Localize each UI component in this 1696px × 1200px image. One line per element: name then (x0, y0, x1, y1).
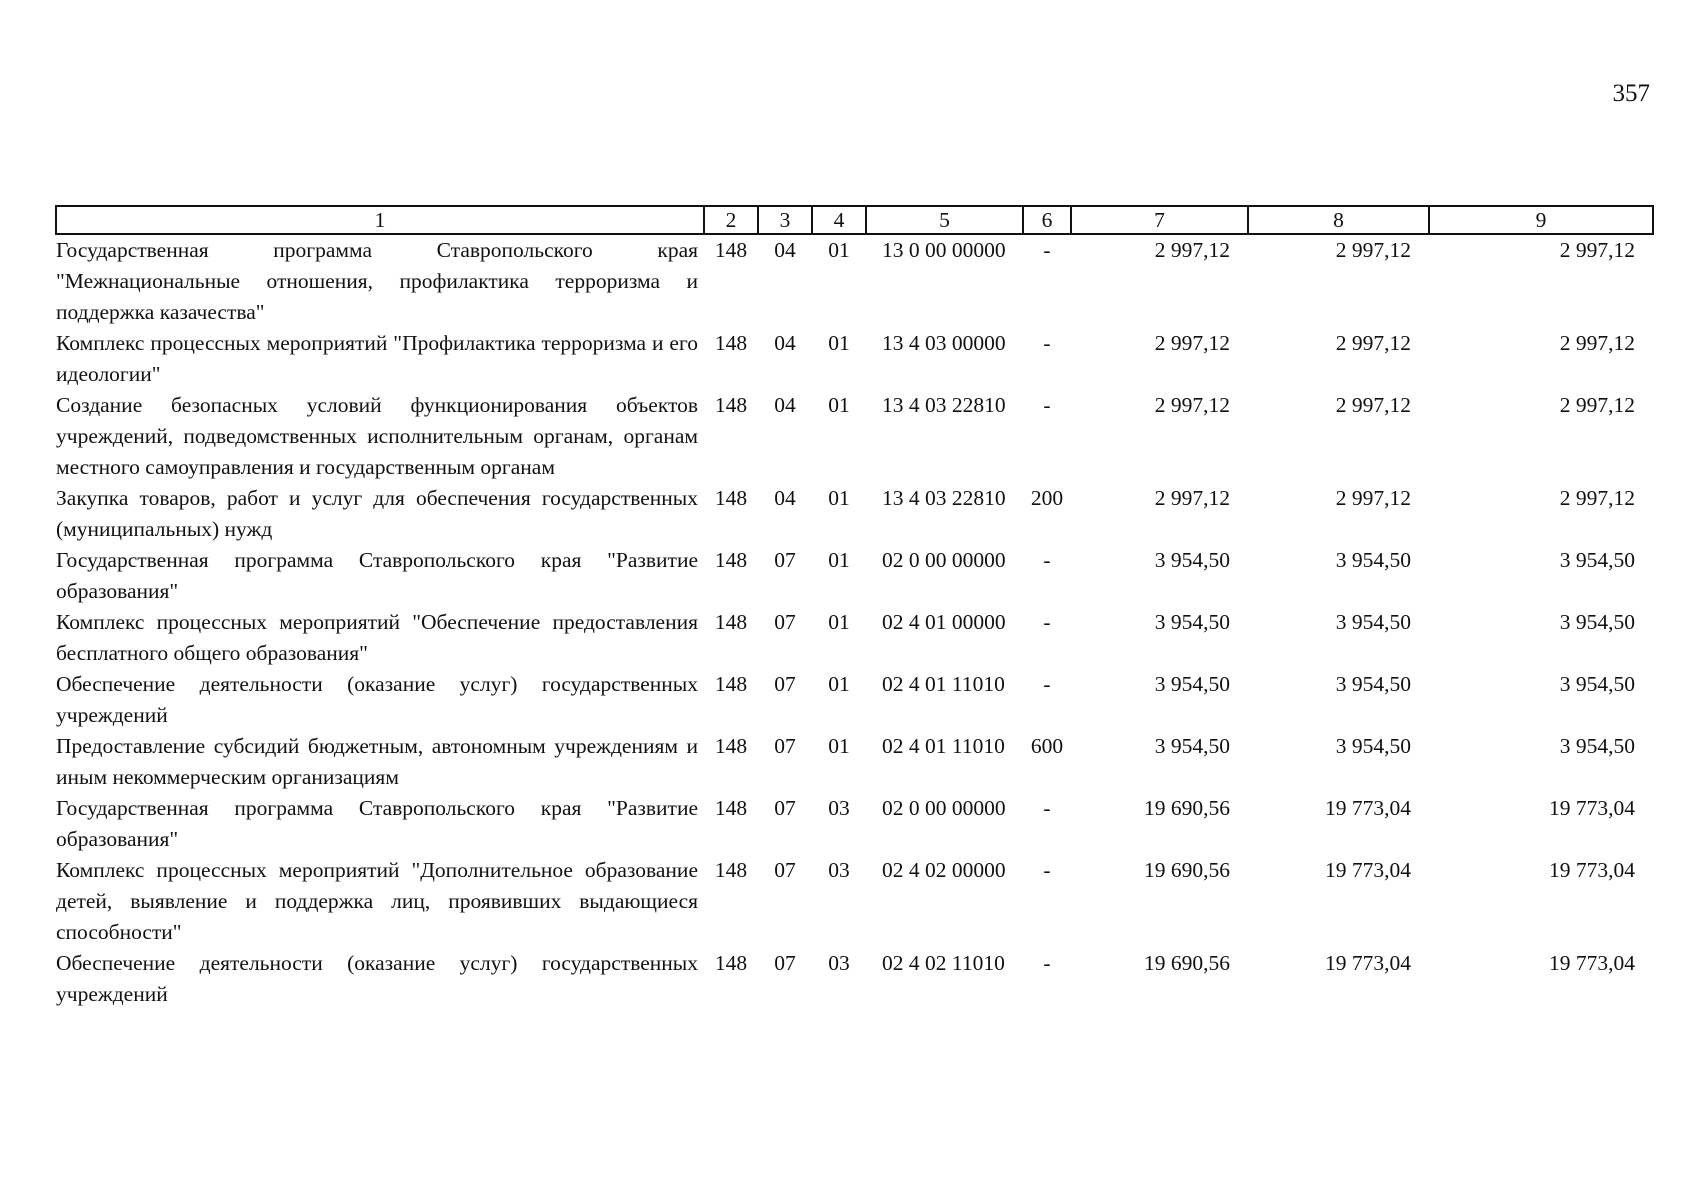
row-name: Государственная программа Ставропольского края "Развитие образования" (56, 796, 698, 851)
table-row (56, 234, 1653, 328)
amount-col-8: 2 997,12 (1335, 393, 1411, 417)
row-name: Обеспечение деятельности (оказание услуг) государственных учреждений (56, 951, 698, 1006)
section-code: 07 (774, 796, 796, 820)
column-header-8: 8 (1248, 206, 1429, 234)
amount-col-7: 19 690,56 (1144, 858, 1230, 882)
amount-col-8: 2 997,12 (1335, 486, 1411, 510)
amount-col-9: 3 954,50 (1559, 672, 1635, 696)
target-article-code: 02 4 01 11010 (882, 734, 1005, 758)
table-row (56, 948, 1653, 1010)
column-header-4: 4 (812, 206, 866, 234)
row-name: Государственная программа Ставропольского края "Межнациональные отношения, профилактика терроризма и поддержка казачества" (56, 238, 698, 324)
expense-type-code: - (1043, 796, 1051, 820)
amount-col-7: 2 997,12 (1154, 331, 1230, 355)
expense-type-code: - (1043, 548, 1051, 572)
amount-col-8: 3 954,50 (1335, 672, 1411, 696)
section-code: 07 (774, 548, 796, 572)
row-name: Создание безопасных условий функционирования объектов учреждений, подведомственных исполнительным органам, органам местного самоуправления и государственным органам (56, 393, 698, 479)
amount-col-8: 19 773,04 (1325, 951, 1411, 975)
target-article-code: 02 4 02 00000 (882, 858, 1006, 882)
subsection-code: 01 (828, 734, 850, 758)
target-article-code: 13 4 03 00000 (882, 331, 1006, 355)
ministry-code: 148 (714, 486, 748, 510)
amount-col-8: 2 997,12 (1335, 238, 1411, 262)
table-row (56, 390, 1653, 483)
amount-col-7: 3 954,50 (1154, 610, 1230, 634)
target-article-code: 13 0 00 00000 (882, 238, 1006, 262)
ministry-code: 148 (714, 951, 748, 975)
target-article-code: 02 0 00 00000 (882, 548, 1006, 572)
column-header-1: 1 (56, 206, 704, 234)
section-code: 04 (774, 238, 796, 262)
amount-col-9: 2 997,12 (1559, 393, 1635, 417)
budget-table (55, 205, 1654, 1010)
ministry-code: 148 (714, 796, 748, 820)
amount-col-7: 2 997,12 (1154, 486, 1230, 510)
target-article-code: 02 4 02 11010 (882, 951, 1005, 975)
expense-type-code: - (1043, 238, 1051, 262)
row-name: Комплекс процессных мероприятий "Обеспечение предоставления бесплатного общего образования" (56, 610, 698, 665)
subsection-code: 01 (828, 331, 850, 355)
amount-col-7: 2 997,12 (1154, 238, 1230, 262)
amount-col-8: 19 773,04 (1325, 796, 1411, 820)
table-row (56, 855, 1653, 948)
column-header-5: 5 (866, 206, 1023, 234)
amount-col-8: 3 954,50 (1335, 548, 1411, 572)
amount-col-9: 2 997,12 (1559, 331, 1635, 355)
expense-type-code: - (1043, 393, 1051, 417)
table-row (56, 731, 1653, 793)
section-code: 07 (774, 672, 796, 696)
row-name: Обеспечение деятельности (оказание услуг) государственных учреждений (56, 672, 698, 727)
section-code: 07 (774, 734, 796, 758)
column-header-2: 2 (704, 206, 758, 234)
expense-type-code: - (1043, 331, 1051, 355)
expense-type-code: 200 (1030, 486, 1064, 510)
amount-col-7: 3 954,50 (1154, 548, 1230, 572)
section-code: 07 (774, 951, 796, 975)
target-article-code: 13 4 03 22810 (882, 393, 1006, 417)
table-row (56, 793, 1653, 855)
section-code: 07 (774, 858, 796, 882)
amount-col-7: 2 997,12 (1154, 393, 1230, 417)
ministry-code: 148 (714, 331, 748, 355)
amount-col-9: 3 954,50 (1559, 734, 1635, 758)
subsection-code: 01 (828, 393, 850, 417)
ministry-code: 148 (714, 238, 748, 262)
amount-col-7: 19 690,56 (1144, 796, 1230, 820)
row-name: Комплекс процессных мероприятий "Дополнительное образование детей, выявление и поддержка лиц, проявивших выдающиеся способности" (56, 858, 698, 944)
ministry-code: 148 (714, 610, 748, 634)
amount-col-9: 19 773,04 (1549, 796, 1635, 820)
row-name: Закупка товаров, работ и услуг для обеспечения государственных (муниципальных) нужд (56, 486, 698, 541)
amount-col-9: 19 773,04 (1549, 951, 1635, 975)
page-number: 357 (1612, 80, 1650, 107)
table-row (56, 545, 1653, 607)
section-code: 04 (774, 486, 796, 510)
section-code: 04 (774, 393, 796, 417)
amount-col-9: 3 954,50 (1559, 610, 1635, 634)
column-header-6: 6 (1023, 206, 1071, 234)
amount-col-8: 2 997,12 (1335, 331, 1411, 355)
row-name: Комплекс процессных мероприятий "Профилактика терроризма и его идеологии" (56, 331, 698, 386)
column-header-9: 9 (1429, 206, 1653, 234)
target-article-code: 13 4 03 22810 (882, 486, 1006, 510)
ministry-code: 148 (714, 548, 748, 572)
subsection-code: 01 (828, 672, 850, 696)
section-code: 07 (774, 610, 796, 634)
amount-col-9: 2 997,12 (1559, 238, 1635, 262)
ministry-code: 148 (714, 393, 748, 417)
expense-type-code: - (1043, 951, 1051, 975)
subsection-code: 01 (828, 238, 850, 262)
expense-type-code: - (1043, 858, 1051, 882)
subsection-code: 01 (828, 610, 850, 634)
subsection-code: 01 (828, 548, 850, 572)
expense-type-code: - (1043, 672, 1051, 696)
table-row (56, 607, 1653, 669)
amount-col-8: 19 773,04 (1325, 858, 1411, 882)
target-article-code: 02 4 01 11010 (882, 672, 1005, 696)
row-name: Предоставление субсидий бюджетным, автономным учреждениям и иным некоммерческим организациям (56, 734, 698, 789)
table-row (56, 483, 1653, 545)
expense-type-code: - (1043, 610, 1051, 634)
amount-col-7: 3 954,50 (1154, 672, 1230, 696)
subsection-code: 03 (828, 796, 850, 820)
table-row (56, 328, 1653, 390)
ministry-code: 148 (714, 672, 748, 696)
amount-col-8: 3 954,50 (1335, 734, 1411, 758)
target-article-code: 02 0 00 00000 (882, 796, 1006, 820)
amount-col-9: 2 997,12 (1559, 486, 1635, 510)
ministry-code: 148 (714, 734, 748, 758)
amount-col-9: 3 954,50 (1559, 548, 1635, 572)
column-header-3: 3 (758, 206, 812, 234)
amount-col-7: 19 690,56 (1144, 951, 1230, 975)
table-row (56, 669, 1653, 731)
section-code: 04 (774, 331, 796, 355)
subsection-code: 03 (828, 951, 850, 975)
row-name: Государственная программа Ставропольского края "Развитие образования" (56, 548, 698, 603)
column-header-7: 7 (1071, 206, 1248, 234)
expense-type-code: 600 (1030, 734, 1064, 758)
amount-col-9: 19 773,04 (1549, 858, 1635, 882)
target-article-code: 02 4 01 00000 (882, 610, 1006, 634)
subsection-code: 03 (828, 858, 850, 882)
subsection-code: 01 (828, 486, 850, 510)
ministry-code: 148 (714, 858, 748, 882)
amount-col-8: 3 954,50 (1335, 610, 1411, 634)
table-header-row (56, 206, 1653, 234)
amount-col-7: 3 954,50 (1154, 734, 1230, 758)
